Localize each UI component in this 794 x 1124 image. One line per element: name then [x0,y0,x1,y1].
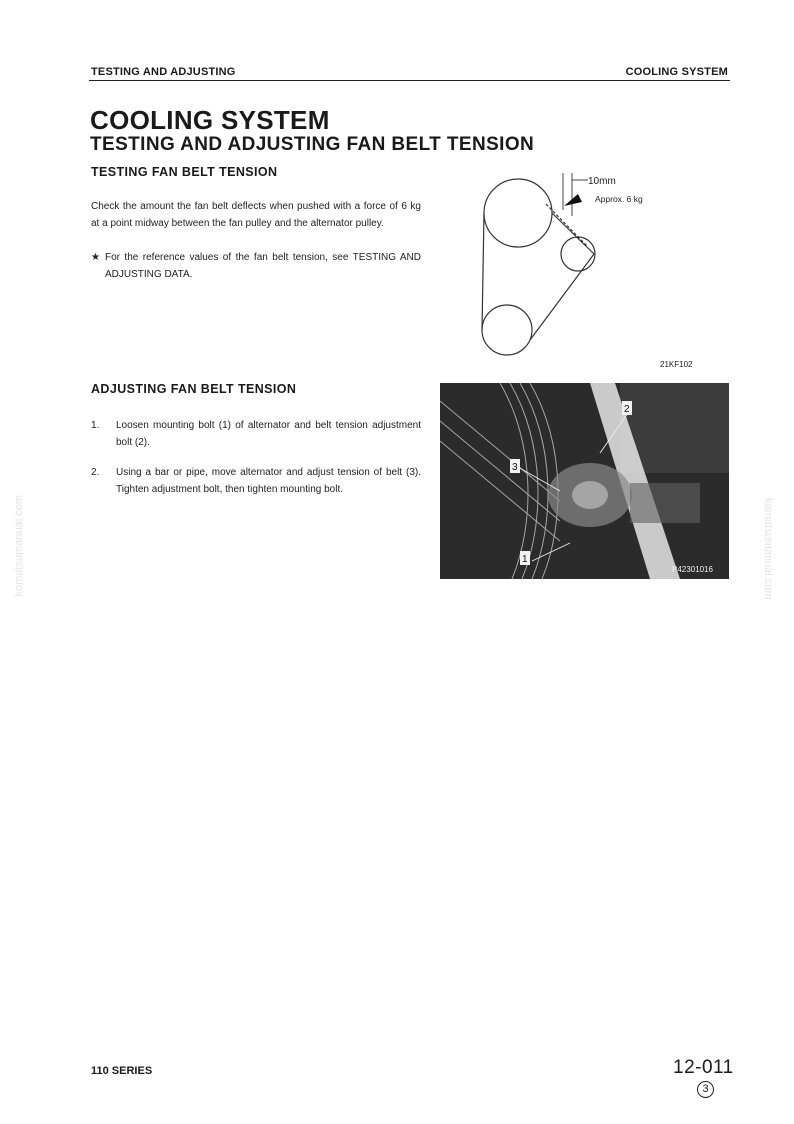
callout-2: 2 [624,404,630,415]
fan-belt-diagram [470,168,720,368]
belt-left-run [482,213,484,330]
fan-pulley [484,179,552,247]
watermark-left: komatsumanual.com [13,495,25,597]
revision-badge: 3 [697,1081,714,1098]
alternator-photo [440,383,729,579]
header-section-label: TESTING AND ADJUSTING [91,66,236,78]
watermark-right: komatsumanual.com [762,498,774,600]
testing-heading: TESTING FAN BELT TENSION [91,165,278,179]
step-text: Loosen mounting bolt (1) of alternator and belt tension adjustment bolt (2). [116,420,421,448]
reference-note-text: For the reference values of the fan belt tension, see TESTING AND ADJUSTING DATA. [105,252,421,280]
step-number: 2. [91,467,100,478]
deflection-label: 10mm [588,176,616,187]
header-rule [89,80,730,81]
page-title: COOLING SYSTEM [90,105,330,135]
force-label: Approx. 6 kg [595,194,643,204]
series-label: 110 SERIES [91,1065,153,1077]
belt-upper-run [552,213,594,254]
header-chapter-label: COOLING SYSTEM [625,66,728,78]
alternator-pulley [561,237,595,271]
belt-lower-run [530,254,594,340]
crank-pulley [482,305,532,355]
callout-1: 1 [522,554,528,565]
step-text: Using a bar or pipe, move alternator and adjust tension of belt (3). Tighten adjustment bolt, then tighten mounting bolt. [116,467,421,495]
engine-block [630,483,700,523]
testing-paragraph: Check the amount the fan belt deflects when pushed with a force of 6 kg at a point midway between the fan pulley and the alternator pulley. [91,201,421,229]
page-subtitle: TESTING AND ADJUSTING FAN BELT TENSION [90,134,535,155]
step-number: 1. [91,420,100,431]
star-icon: ★ [91,252,100,263]
photo-figure-id: P42301016 [672,565,713,574]
adjusting-heading: ADJUSTING FAN BELT TENSION [91,382,297,396]
diagram-figure-id: 21KF102 [660,360,693,368]
force-arrow-icon [564,194,582,206]
alternator-pulley-photo [572,481,608,509]
callout-3: 3 [512,462,518,473]
page-number: 12-011 [673,1057,734,1078]
